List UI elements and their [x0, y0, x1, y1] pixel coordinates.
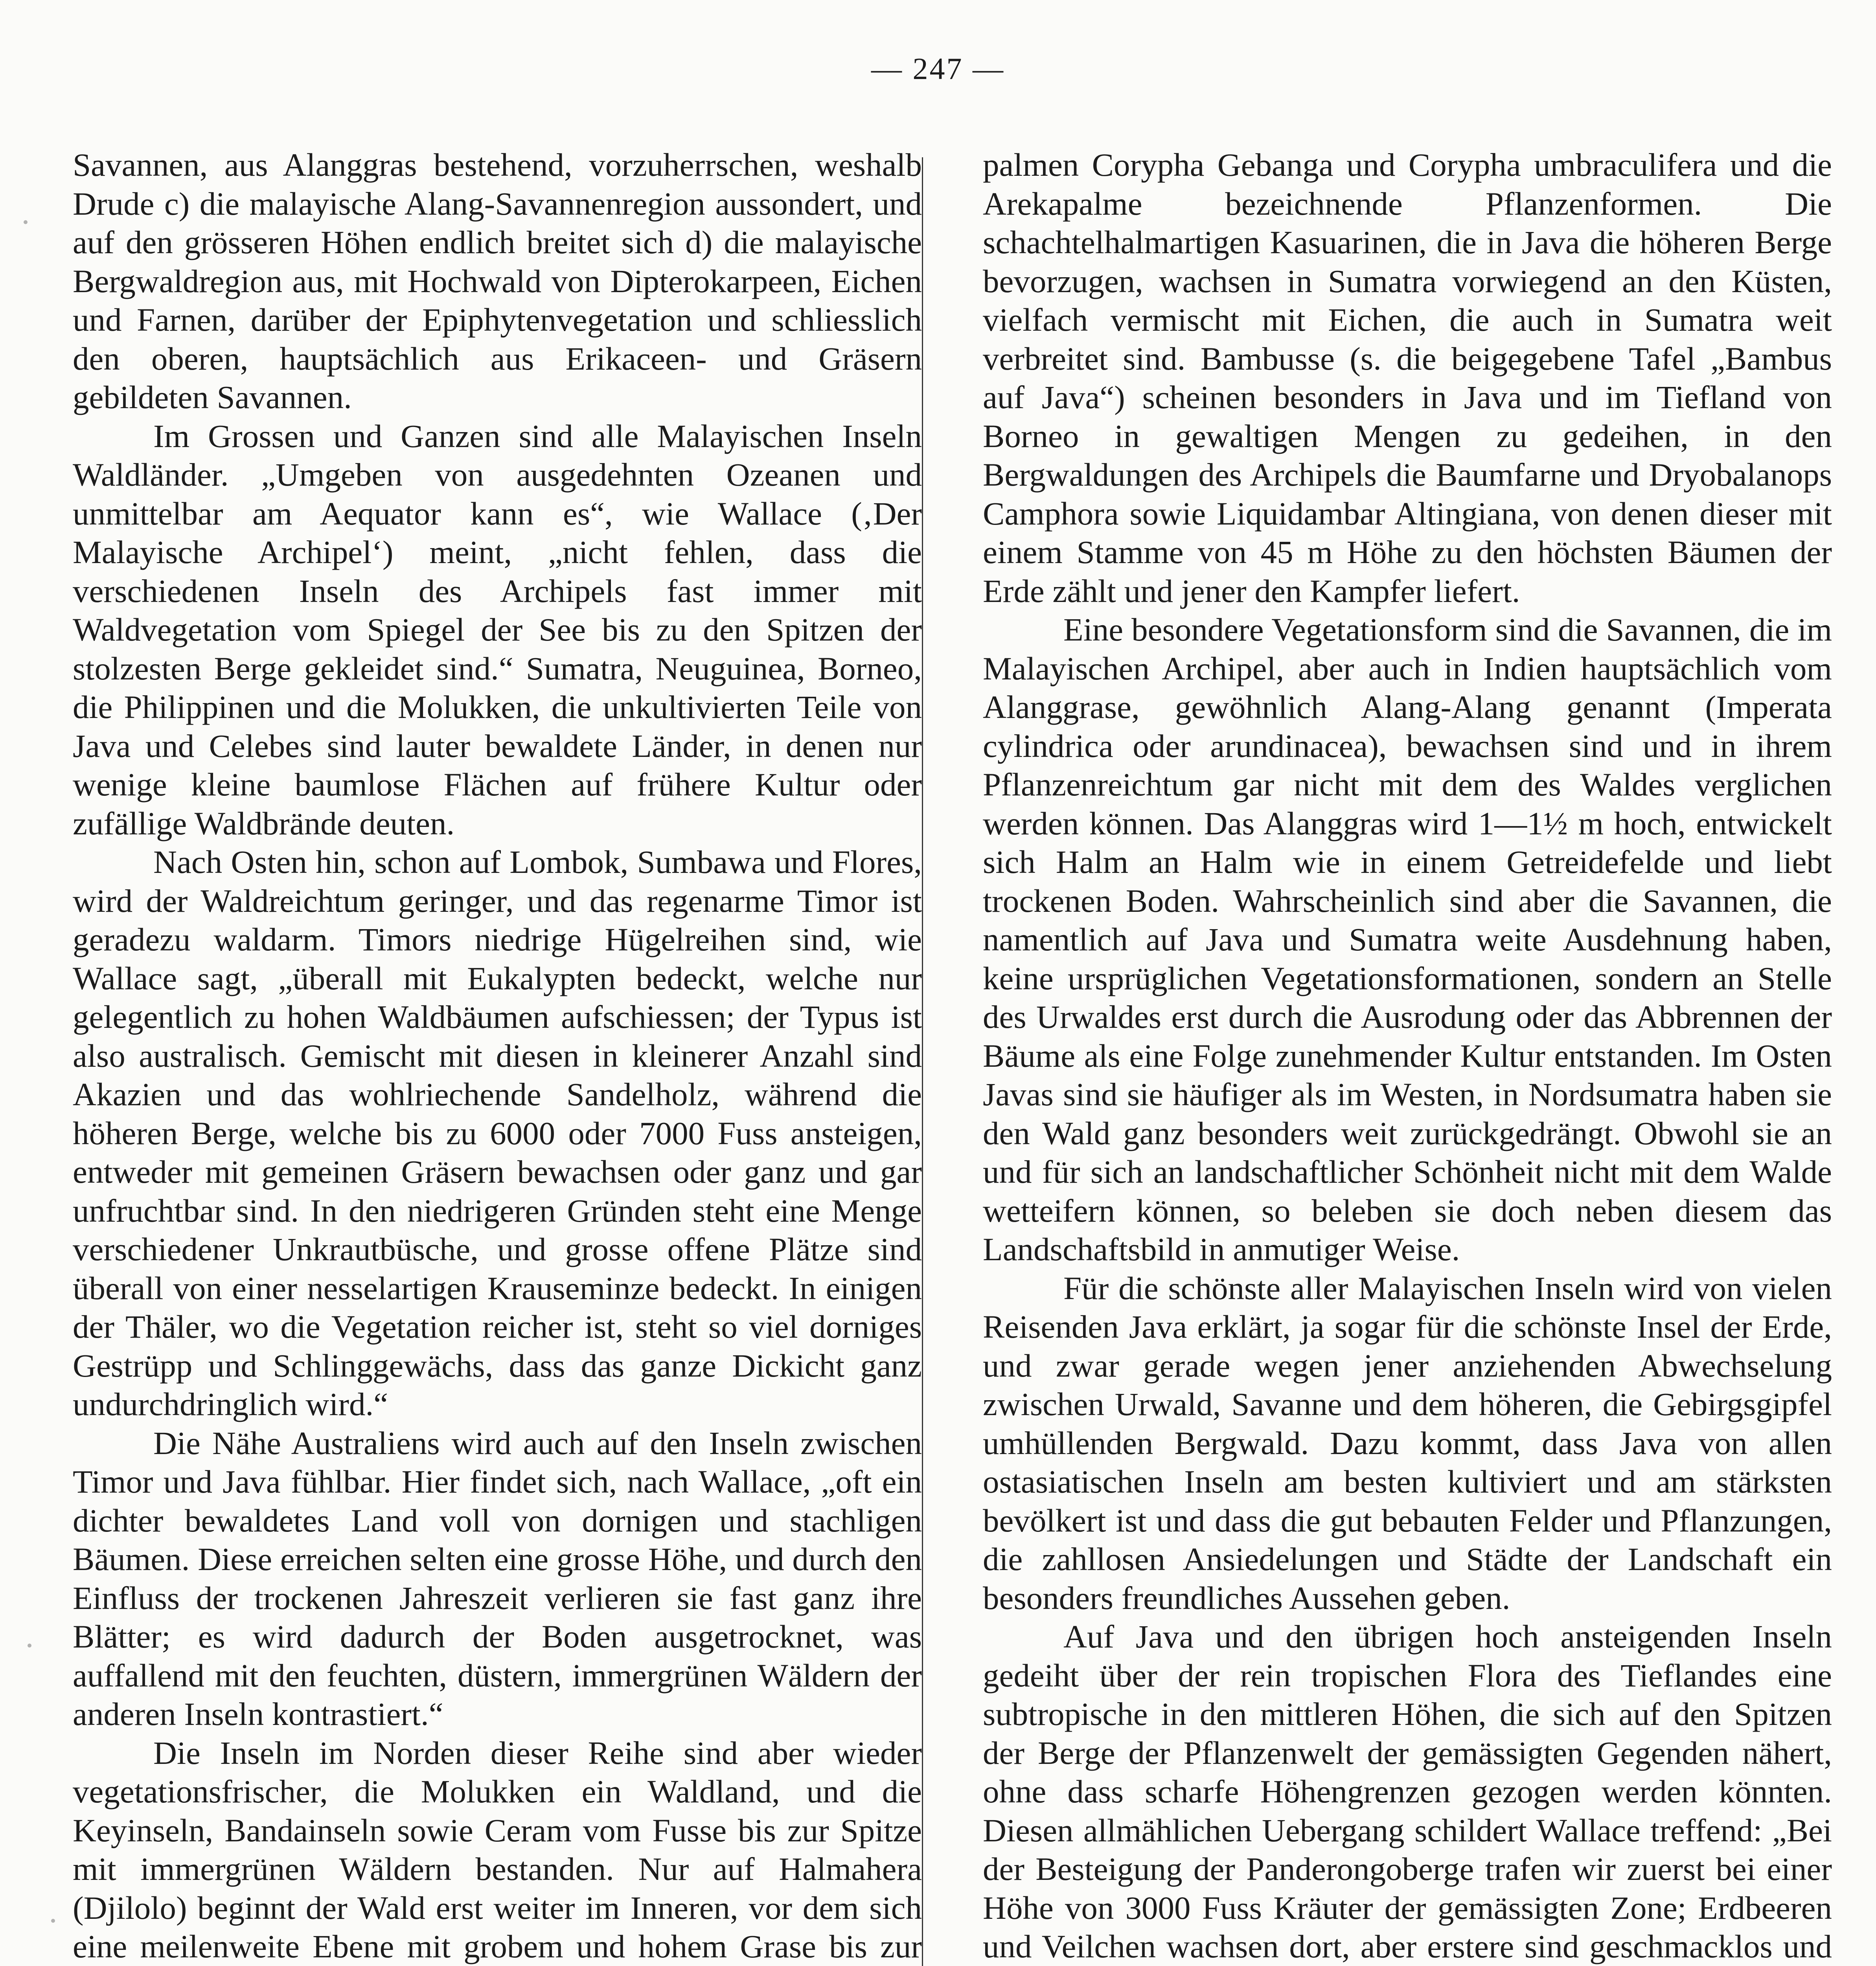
- paragraph: Die Nähe Australiens wird auch auf den Inseln zwischen Timor und Java fühlbar. Hier findet sich, nach Wallace, „oft ein dichter bewaldetes Land voll von dornigen und stachligen Bäumen. Diese erreichen selten eine grosse Höhe, und durch den Einfluss der trockenen Jahreszeit verlieren sie fast ganz ihre Blätter; es wird dadurch der Boden ausgetrocknet, was auffallend mit den feuchten, düstern, immergrünen Wäldern der anderen Inseln kontrastiert.“: [73, 1425, 922, 1732]
- paragraph: Für die schönste aller Malayischen Inseln wird von vielen Reisenden Java erklärt, ja sogar für die schönste Insel der Erde, und zwar gerade wegen jener anziehenden Abwechselung zwischen Urwald, Savanne und dem höheren, die Gebirgsgipfel umhüllenden Bergwald. Dazu kommt, dass Java von allen ostasiatischen Inseln am besten kultiviert und am stärksten bevölkert ist und dass die gut bebauten Felder und Pflanzungen, die zahllosen Ansiedelungen und Städte der Landschaft ein besonders freundliches Aussehen geben.: [983, 1270, 1832, 1616]
- right-column: [983, 145, 1832, 1966]
- scan-speck: [51, 1919, 55, 1923]
- paragraph: palmen Corypha Gebanga und Corypha umbraculifera und die Arekapalme bezeichnende Pflanzenformen. Die schachtelhalmartigen Kasuarinen, die in Java die höheren Berge bevorzugen, wachsen in Sumatra vorwiegend an den Küsten, vielfach vermischt mit Eichen, die auch in Sumatra weit verbreitet sind. Bambusse (s. die beigegebene Tafel „Bambus auf Java“) scheinen besonders in Java und im Tiefland von Borneo in gewaltigen Mengen zu gedeihen, in den Bergwaldungen des Archipels die Baumfarne und Dryobalanops Camphora sowie Liquidambar Altingiana, von denen dieser mit einem Stamme von 45 m Höhe zu den höchsten Bäumen der Erde zählt und jener den Kampfer liefert.: [983, 147, 1832, 609]
- paragraph: Nach Osten hin, schon auf Lombok, Sumbawa und Flores, wird der Waldreichtum geringer, und das regenarme Timor ist geradezu waldarm. Timors niedrige Hügelreihen sind, wie Wallace sagt, „überall mit Eukalypten bedeckt, welche nur gelegentlich zu hohen Waldbäumen aufschiessen; der Typus ist also australisch. Gemischt mit diesen in kleinerer Anzahl sind Akazien und das wohlriechende Sandelholz, während die höheren Berge, welche bis zu 6000 oder 7000 Fuss ansteigen, entweder mit gemeinen Gräsern bewachsen oder ganz und gar unfruchtbar sind. In den niedrigeren Gründen steht eine Menge verschiedener Unkrautbüsche, und grosse offene Plätze sind überall von einer nesselartigen Krauseminze bedeckt. In einigen der Thäler, wo die Vegetation reicher ist, steht so viel dorniges Gestrüpp und Schlinggewächs, dass das ganze Dickicht ganz undurchdringlich wird.“: [73, 844, 922, 1422]
- column-divider: [922, 157, 923, 1966]
- scan-speck: [28, 1644, 31, 1648]
- paragraph: Eine besondere Vegetationsform sind die Savannen, die im Malayischen Archipel, aber auch in Indien hauptsächlich vom Alanggrase, gewöhnlich Alang-Alang genannt (Imperata cylindrica oder arundinacea), bewachsen sind und in ihrem Pflanzenreichtum gar nicht mit dem des Waldes verglichen werden können. Das Alanggras wird 1—1½ m hoch, entwickelt sich Halm an Halm wie in einem Getreidefelde und liebt trockenen Boden. Wahrscheinlich sind aber die Savannen, die namentlich auf Java und Sumatra weite Ausdehnung haben, keine ursprüglichen Vegetationsformationen, sondern an Stelle des Urwaldes erst durch die Ausrodung oder das Abbrennen der Bäume als eine Folge zunehmender Kultur entstanden. Im Osten Javas sind sie häufiger als im Westen, in Nordsumatra haben sie den Wald ganz besonders weit zurückgedrängt. Obwohl sie an und für sich an landschaftlicher Schönheit nicht mit dem Walde wetteifern können, so beleben sie doch neben diesem das Landschaftsbild in anmutiger Weise.: [983, 611, 1832, 1267]
- paragraph: Im Grossen und Ganzen sind alle Malayischen Inseln Waldländer. „Umgeben von ausgedehnten Ozeanen und unmittelbar am Aequator kann es“, wie Wallace (‚Der Malayische Archipel‘) meint, „nicht fehlen, dass die verschiedenen Inseln des Archipels fast immer mit Waldvegetation vom Spiegel der See bis zu den Spitzen der stolzesten Berge gekleidet sind.“ Sumatra, Neuguinea, Borneo, die Philippinen und die Molukken, die unkultivierten Teile von Java und Celebes sind lauter bewaldete Länder, in denen nur wenige kleine baumlose Flächen auf frühere Kultur oder zufällige Waldbrände deuten.: [73, 418, 922, 841]
- left-column: [73, 145, 922, 1966]
- paragraph: Savannen, aus Alanggras bestehend, vorzuherrschen, weshalb Drude c) die malayische Alang-Savannenregion aussondert, und auf den grösseren Höhen endlich breitet sich d) die malayische Bergwaldregion aus, mit Hochwald von Dipterokarpeen, Eichen und Farnen, darüber der Epiphytenvegetation und schliesslich den oberen, hauptsächlich aus Erikaceen- und Gräsern gebildeten Savannen.: [73, 147, 922, 415]
- paragraph: Die Inseln im Norden dieser Reihe sind aber wieder vegetationsfrischer, die Molukken ein Waldland, und die Keyinseln, Bandainseln sowie Ceram vom Fusse bis zur Spitze mit immergrünen Wäldern bestanden. Nur auf Halmahera (Djilolo) beginnt der Wald erst weiter im Inneren, vor dem sich eine meilenweite Ebene mit grobem und hohem Grase bis zur: [73, 1734, 922, 1964]
- scan-speck: [24, 220, 28, 224]
- page-number: — 247 —: [871, 52, 1005, 86]
- paragraph: Auf Java und den übrigen hoch ansteigenden Inseln gedeiht über der rein tropischen Flora des Tieflandes eine subtropische in den mittleren Höhen, die sich auf den Spitzen der Berge der Pflanzenwelt der gemässigten Gegenden nähert, ohne dass scharfe Höhengrenzen gezogen werden könnten. Diesen allmählichen Uebergang schildert Wallace treffend: „Bei der Besteigung der Panderongoberge trafen wir zuerst bei einer Höhe von 3000 Fuss Kräuter der gemässigten Zone; Erdbeeren und Veilchen wachsen dort, aber erstere sind geschmacklos und: [983, 1618, 1832, 1964]
